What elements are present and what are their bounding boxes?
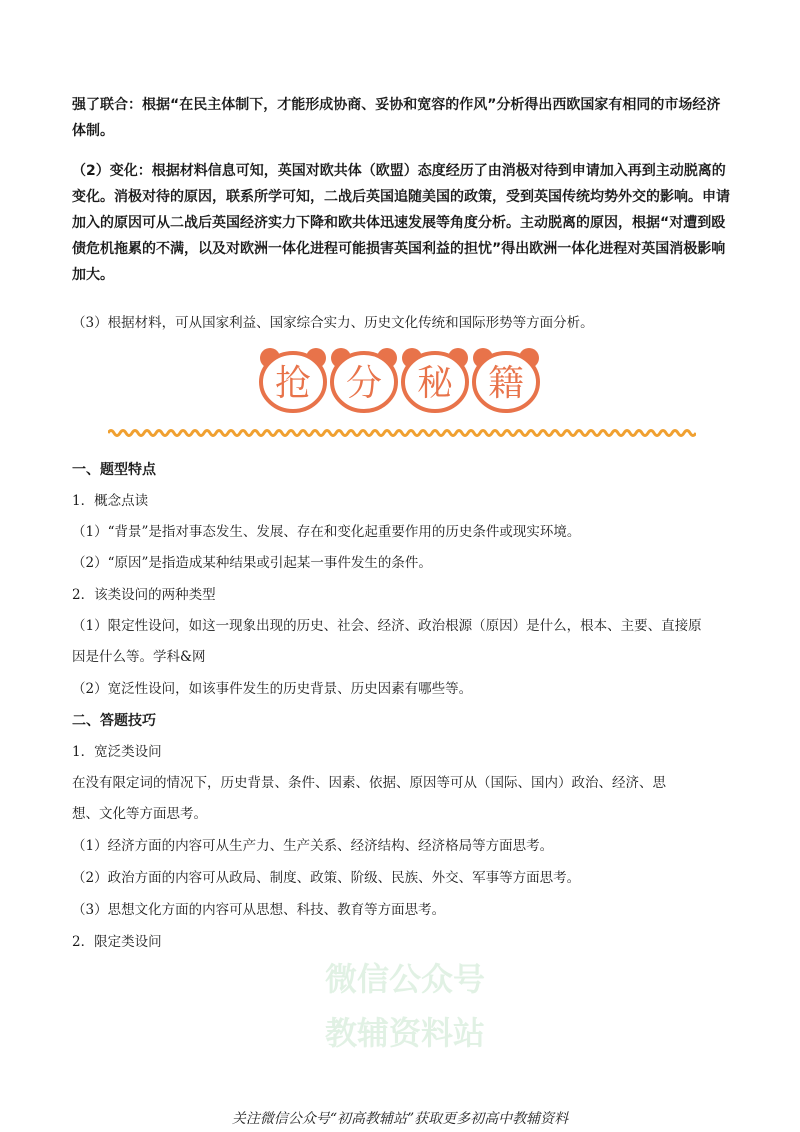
text-line: 因是什么等。学科&网 bbox=[72, 649, 206, 665]
text-line: 2．该类设问的两种类型 bbox=[72, 587, 216, 603]
text-line: 1．宽泛类设问 bbox=[72, 744, 162, 760]
qiangfen-mijí-banner bbox=[258, 342, 542, 414]
watermark bbox=[290, 952, 520, 1062]
wavy-divider bbox=[108, 426, 696, 440]
text-line: （3）思想文化方面的内容可从思想、科技、教育等方面思考。 bbox=[72, 902, 446, 918]
banner-char-2: 分 bbox=[345, 363, 383, 404]
text-line: （1）“背景”是指对事态发生、发展、存在和变化起重要作用的历史条件或现实环境。 bbox=[72, 524, 581, 540]
text-line: 2．限定类设问 bbox=[72, 934, 162, 950]
text-line: （2）宽泛性设问，如该事件发生的历史背景、历史因素有哪些等。 bbox=[72, 681, 473, 697]
paragraph-2: （2）变化：根据材料信息可知，英国对欧共体（欧盟）态度经历了由消极对待到申请加入再到主动脱离的变化。消极对待的原因，联系所学可知，二战后英国追随美国的政策，受到英国传统均势外交的影响。申请加入的原因可从二战后英国经济实力下降和欧共体迅速发展等角度分析。主动脱离的原因，根据“对遭到殴债危机拖累的不满，以及对欧洲一体化进程可能损害英国利益的担忧”得出欧洲一体化进程对英国消极影响加大。 bbox=[72, 163, 730, 283]
paragraph-1: 强了联合：根据“在民主体制下，才能形成协商、妥协和宽容的作风”分析得出西欧国家有相同的市场经济体制。 bbox=[72, 97, 721, 139]
paragraph-3: （3）根据材料，可从国家利益、国家综合实力、历史文化传统和国际形势等方面分析。 bbox=[72, 315, 594, 331]
banner-char-3: 秘 bbox=[416, 363, 454, 404]
text-line: （1）经济方面的内容可从生产力、生产关系、经济结构、经济格局等方面思考。 bbox=[72, 838, 554, 854]
page-footer: 关注微信公众号“初高教辅站”获取更多初高中教辅资料 bbox=[231, 1111, 569, 1127]
text-line: 想、文化等方面思考。 bbox=[72, 806, 207, 822]
text-line: （1）限定性设问，如这一现象出现的历史、社会、经济、政治根源（原因）是什么，根本、主要、直接原 bbox=[72, 618, 702, 634]
banner-badge-3 bbox=[402, 348, 468, 411]
text-line: 在没有限定词的情况下，历史背景、条件、因素、依据、原因等可从（国际、国内）政治、经济、思 bbox=[72, 775, 666, 791]
watermark-line-2: 教辅资料站 bbox=[324, 1014, 486, 1052]
text-line: 1．概念点读 bbox=[72, 493, 149, 509]
watermark-line-1: 微信公众号 bbox=[324, 960, 486, 998]
banner-badge-1 bbox=[260, 348, 326, 411]
heading-2: 二、答题技巧 bbox=[72, 713, 156, 729]
heading-1: 一、题型特点 bbox=[72, 462, 156, 478]
banner-char-1: 抢 bbox=[274, 363, 312, 404]
banner-char-4: 籍 bbox=[487, 363, 525, 404]
text-line: （2）“原因”是指造成某种结果或引起某一事件发生的条件。 bbox=[72, 555, 432, 571]
banner-badge-4 bbox=[473, 348, 539, 411]
banner-badge-2 bbox=[331, 348, 397, 411]
text-line: （2）政治方面的内容可从政局、制度、政策、阶级、民族、外交、军事等方面思考。 bbox=[72, 870, 581, 886]
